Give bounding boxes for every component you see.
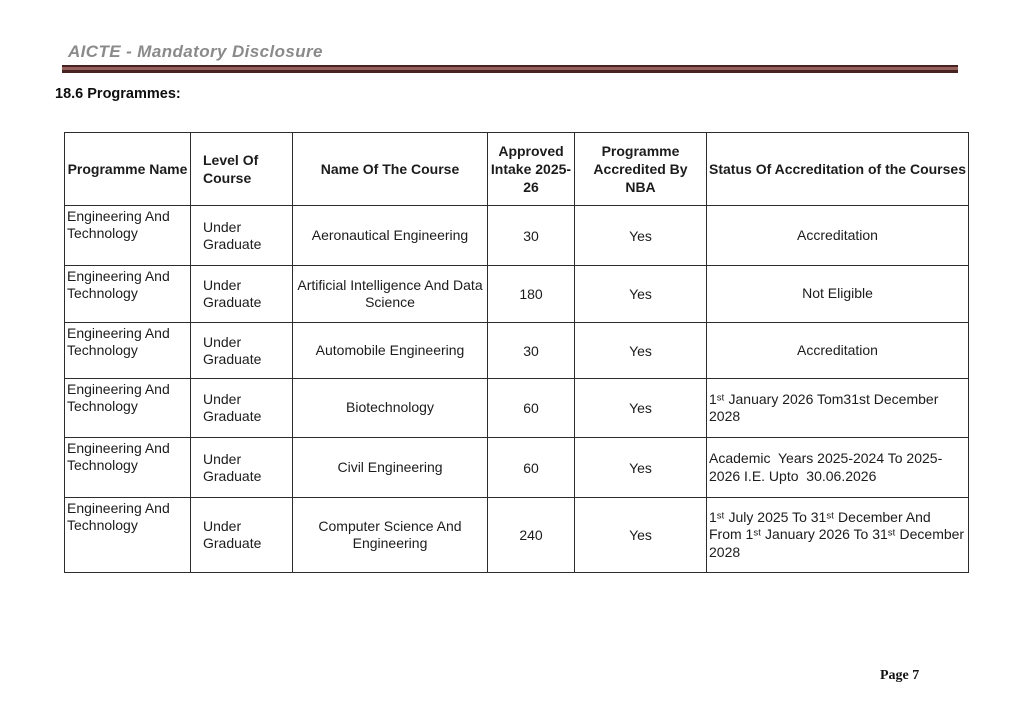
cell-course-name: Computer Science And Engineering (293, 498, 488, 573)
cell-level-of-course: Under Graduate (191, 379, 293, 438)
cell-level-of-course: Under Graduate (191, 438, 293, 498)
document-header-title: AICTE - Mandatory Disclosure (68, 42, 323, 61)
column-header-accreditation-status: Status Of Accreditation of the Courses (707, 133, 969, 206)
cell-course-name: Artificial Intelligence And Data Science (293, 266, 488, 323)
column-header-level-of-course: Level Of Course (191, 133, 293, 206)
cell-programme-name: Engineering And Technology (65, 498, 191, 573)
cell-approved-intake: 180 (488, 266, 575, 323)
header-divider-rule (62, 65, 958, 73)
cell-programme-name: Engineering And Technology (65, 206, 191, 266)
cell-accreditation-status: Accreditation (707, 206, 969, 266)
cell-nba-accredited: Yes (575, 206, 707, 266)
cell-level-of-course: Under Graduate (191, 323, 293, 379)
cell-approved-intake: 30 (488, 206, 575, 266)
column-header-programme-name: Programme Name (65, 133, 191, 206)
cell-approved-intake: 60 (488, 379, 575, 438)
cell-programme-name: Engineering And Technology (65, 323, 191, 379)
cell-course-name: Automobile Engineering (293, 323, 488, 379)
cell-course-name: Aeronautical Engineering (293, 206, 488, 266)
cell-approved-intake: 30 (488, 323, 575, 379)
cell-accreditation-status: 1ˢᵗ January 2026 Tom31st December 2028 (707, 379, 969, 438)
page-number: Page 7 (880, 668, 920, 683)
cell-programme-name: Engineering And Technology (65, 379, 191, 438)
cell-programme-name: Engineering And Technology (65, 266, 191, 323)
cell-course-name: Civil Engineering (293, 438, 488, 498)
table-row (65, 323, 969, 379)
table-row (65, 266, 969, 323)
cell-accreditation-status: Academic Years 2025-2024 To 2025-2026 I.E. Upto 30.06.2026 (707, 438, 969, 498)
programmes-table (64, 132, 969, 573)
cell-accreditation-status: Not Eligible (707, 266, 969, 323)
table-header-row (65, 133, 969, 206)
column-header-course-name: Name Of The Course (293, 133, 488, 206)
cell-accreditation-status: 1ˢᵗ July 2025 To 31ˢᵗ December And From 1ˢᵗ January 2026 To 31ˢᵗ December 2028 (707, 498, 969, 573)
table-row (65, 438, 969, 498)
cell-level-of-course: Under Graduate (191, 498, 293, 573)
column-header-nba-accredited: Programme Accredited By NBA (575, 133, 707, 206)
cell-approved-intake: 60 (488, 438, 575, 498)
cell-nba-accredited: Yes (575, 438, 707, 498)
cell-course-name: Biotechnology (293, 379, 488, 438)
cell-nba-accredited: Yes (575, 266, 707, 323)
cell-programme-name: Engineering And Technology (65, 438, 191, 498)
cell-level-of-course: Under Graduate (191, 266, 293, 323)
column-header-approved-intake: Approved Intake 2025-26 (488, 133, 575, 206)
cell-level-of-course: Under Graduate (191, 206, 293, 266)
cell-nba-accredited: Yes (575, 498, 707, 573)
table-row (65, 206, 969, 266)
cell-accreditation-status: Accreditation (707, 323, 969, 379)
table-row (65, 379, 969, 438)
cell-nba-accredited: Yes (575, 323, 707, 379)
section-heading: 18.6 Programmes: (55, 86, 181, 102)
cell-nba-accredited: Yes (575, 379, 707, 438)
table-row (65, 498, 969, 573)
cell-approved-intake: 240 (488, 498, 575, 573)
